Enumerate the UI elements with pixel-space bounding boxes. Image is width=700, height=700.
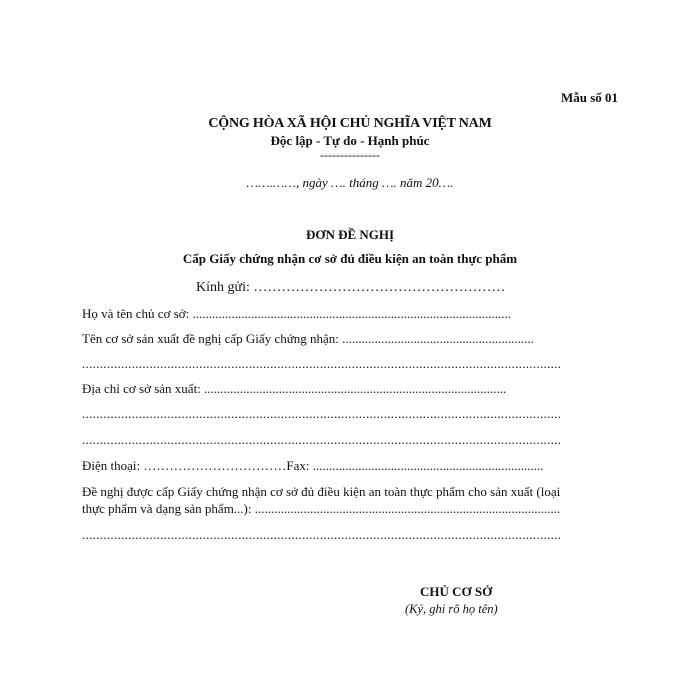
owner-name-field: Họ và tên chủ cơ sở: .................................................................................................. [82, 306, 511, 321]
phone-fax-field: Điện thoại: ……………………………Fax: ....................................................................... [82, 458, 544, 473]
blank-line: ....................................................................................................................................... [82, 432, 562, 447]
blank-line: ....................................................................................................................................... [82, 356, 562, 371]
national-title: CỘNG HÒA XÃ HỘI CHỦ NGHĨA VIỆT NAM [208, 116, 492, 131]
header-divider: --------------- [320, 148, 380, 162]
signature-title: CHỦ CƠ SỞ [420, 584, 493, 599]
salutation-line: Kính gửi: ……………………………………………… [196, 280, 506, 295]
signature-note: (Ký, ghi rõ họ tên) [405, 602, 498, 616]
request-paragraph: Đề nghị được cấp Giấy chứng nhận cơ sở đủ điều kiện an toàn thực phẩm cho sản xuất (loại thực phẩm và dạng sản phẩm...): .............................................................................................. [82, 484, 561, 516]
address-field: Địa chỉ cơ sở sản xuất: ............................................................................................. [82, 381, 507, 396]
facility-name-field: Tên cơ sở sản xuất đề nghị cấp Giấy chứng nhận: ........................................................... [82, 331, 534, 346]
blank-line: ....................................................................................................................................... [82, 527, 562, 542]
document-subtitle: Cấp Giấy chứng nhận cơ sở đủ điều kiện an toàn thực phẩm [182, 251, 518, 266]
blank-line: ....................................................................................................................................... [82, 406, 562, 421]
document-title: ĐƠN ĐỀ NGHỊ [305, 227, 395, 242]
form-number: Mẫu số 01 [560, 90, 618, 105]
date-line: …….……, ngày …. tháng …. năm 20…. [246, 175, 454, 190]
national-motto: Độc lập - Tự do - Hạnh phúc [270, 133, 430, 148]
